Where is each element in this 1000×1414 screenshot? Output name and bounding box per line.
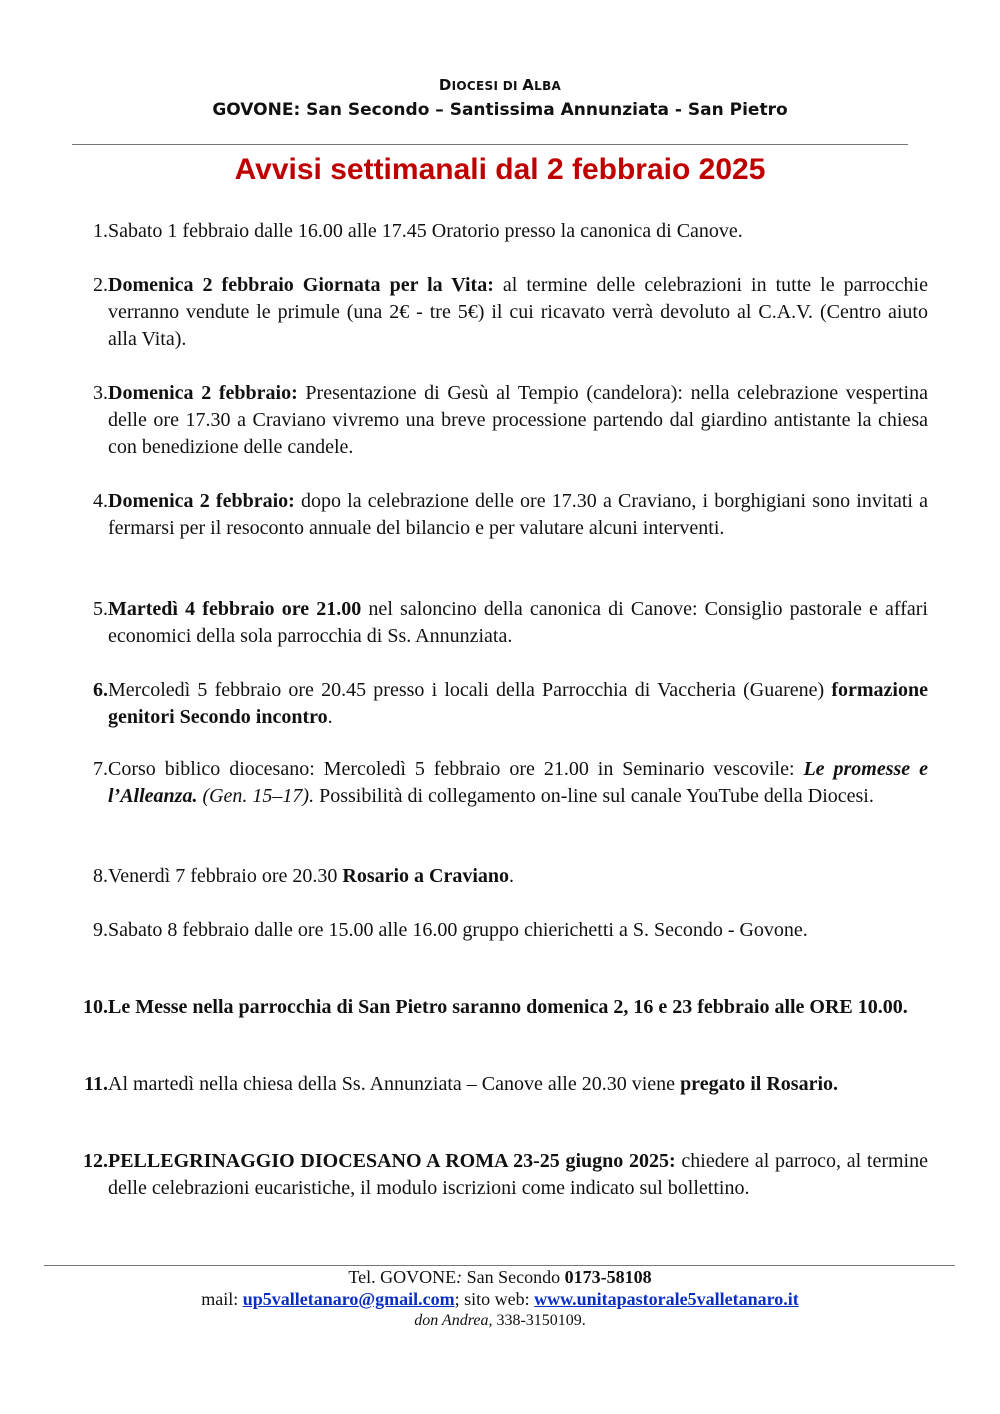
notice-item-4: 4. Domenica 2 febbraio: dopo la celebrazione delle ore 17.30 a Craviano, i borghigiani sono invitati a fermarsi per il resoconto annuale del bilancio e per valutare alcuni interventi. (93, 490, 928, 539)
notice-item-3: 3. Domenica 2 febbraio: Presentazione di Gesù al Tempio (candelora): nella celebrazione vespertina delle ore 17.30 a Craviano vivremo una breve processione partendo dal giardino antistante la chiesa con benedizione delle candele. (93, 382, 928, 458)
notice-item-12: 12. PELLEGRINAGGIO DIOCESANO A ROMA 23-25 giugno 2025: chiedere al parroco, al termine delle celebrazioni eucaristiche, il modulo iscrizioni come indicato sul bollettino. (83, 1150, 928, 1199)
document-header (0, 74, 1000, 123)
notice-item-9: 9. Sabato 8 febbraio dalle ore 15.00 alle 16.00 gruppo chierichetti a S. Secondo - Govone. (93, 919, 808, 941)
notice-item-11: 11. Al martedì nella chiesa della Ss. Annunziata – Canove alle 20.30 viene pregato il Rosario. (84, 1073, 839, 1095)
notice-item-6: 6. Mercoledì 5 febbraio ore 20.45 presso i locali della Parrocchia di Vaccheria (Guarene) formazione genitori Secondo incontro. (93, 679, 928, 728)
notice-item-7: 7. Corso biblico diocesano: Mercoledì 5 febbraio ore 21.00 in Seminario vescovile: Le promesse e l’Alleanza. (Gen. 15–17). Possibilità di collegamento on-line sul canale YouTube della Diocesi. (93, 758, 928, 807)
header-divider (72, 144, 908, 145)
email-link[interactable]: up5valletanaro@gmail.com (242, 1289, 455, 1309)
diocese-name: DIOCESI DI ALBA (438, 76, 562, 94)
notice-item-2: 2. Domenica 2 febbraio Giornata per la Vita: al termine delle celebrazioni in tutte le parrocchie verranno vendute le primule (una 2€ - tre 5€) il cui ricavato verrà devoluto al C.A.V. (Centro aiuto alla Vita). (93, 274, 928, 350)
notice-item-8: 8. Venerdì 7 febbraio ore 20.30 Rosario a Craviano. (93, 865, 515, 887)
notice-item-10: 10. Le Messe nella parrocchia di San Pietro saranno domenica 2, 16 e 23 febbraio alle ORE 10.00. (83, 996, 908, 1018)
website-link[interactable]: www.unitapastorale5valletanaro.it (534, 1289, 799, 1309)
page-title: Avvisi settimanali dal 2 febbraio 2025 (234, 153, 766, 186)
notice-item-5: 5. Martedì 4 febbraio ore 21.00 nel saloncino della canonica di Canove: Consiglio pastorale e affari economici della sola parrocchia di Ss. Annunziata. (93, 598, 928, 647)
contact-footer (0, 1266, 1000, 1332)
priest-contact: don Andrea, 338-3150109. (414, 1312, 586, 1329)
parishes-line: GOVONE: San Secondo – Santissima Annunziata - San Pietro (212, 100, 788, 120)
phone-line: Tel. GOVONE: San Secondo 0173-58108 (348, 1267, 652, 1287)
notice-item-1: 1. Sabato 1 febbraio dalle 16.00 alle 17.45 Oratorio presso la canonica di Canove. (93, 220, 743, 242)
contacts-line: mail: up5valletanaro@gmail.com; sito web: www.unitapastorale5valletanaro.it (201, 1289, 799, 1309)
